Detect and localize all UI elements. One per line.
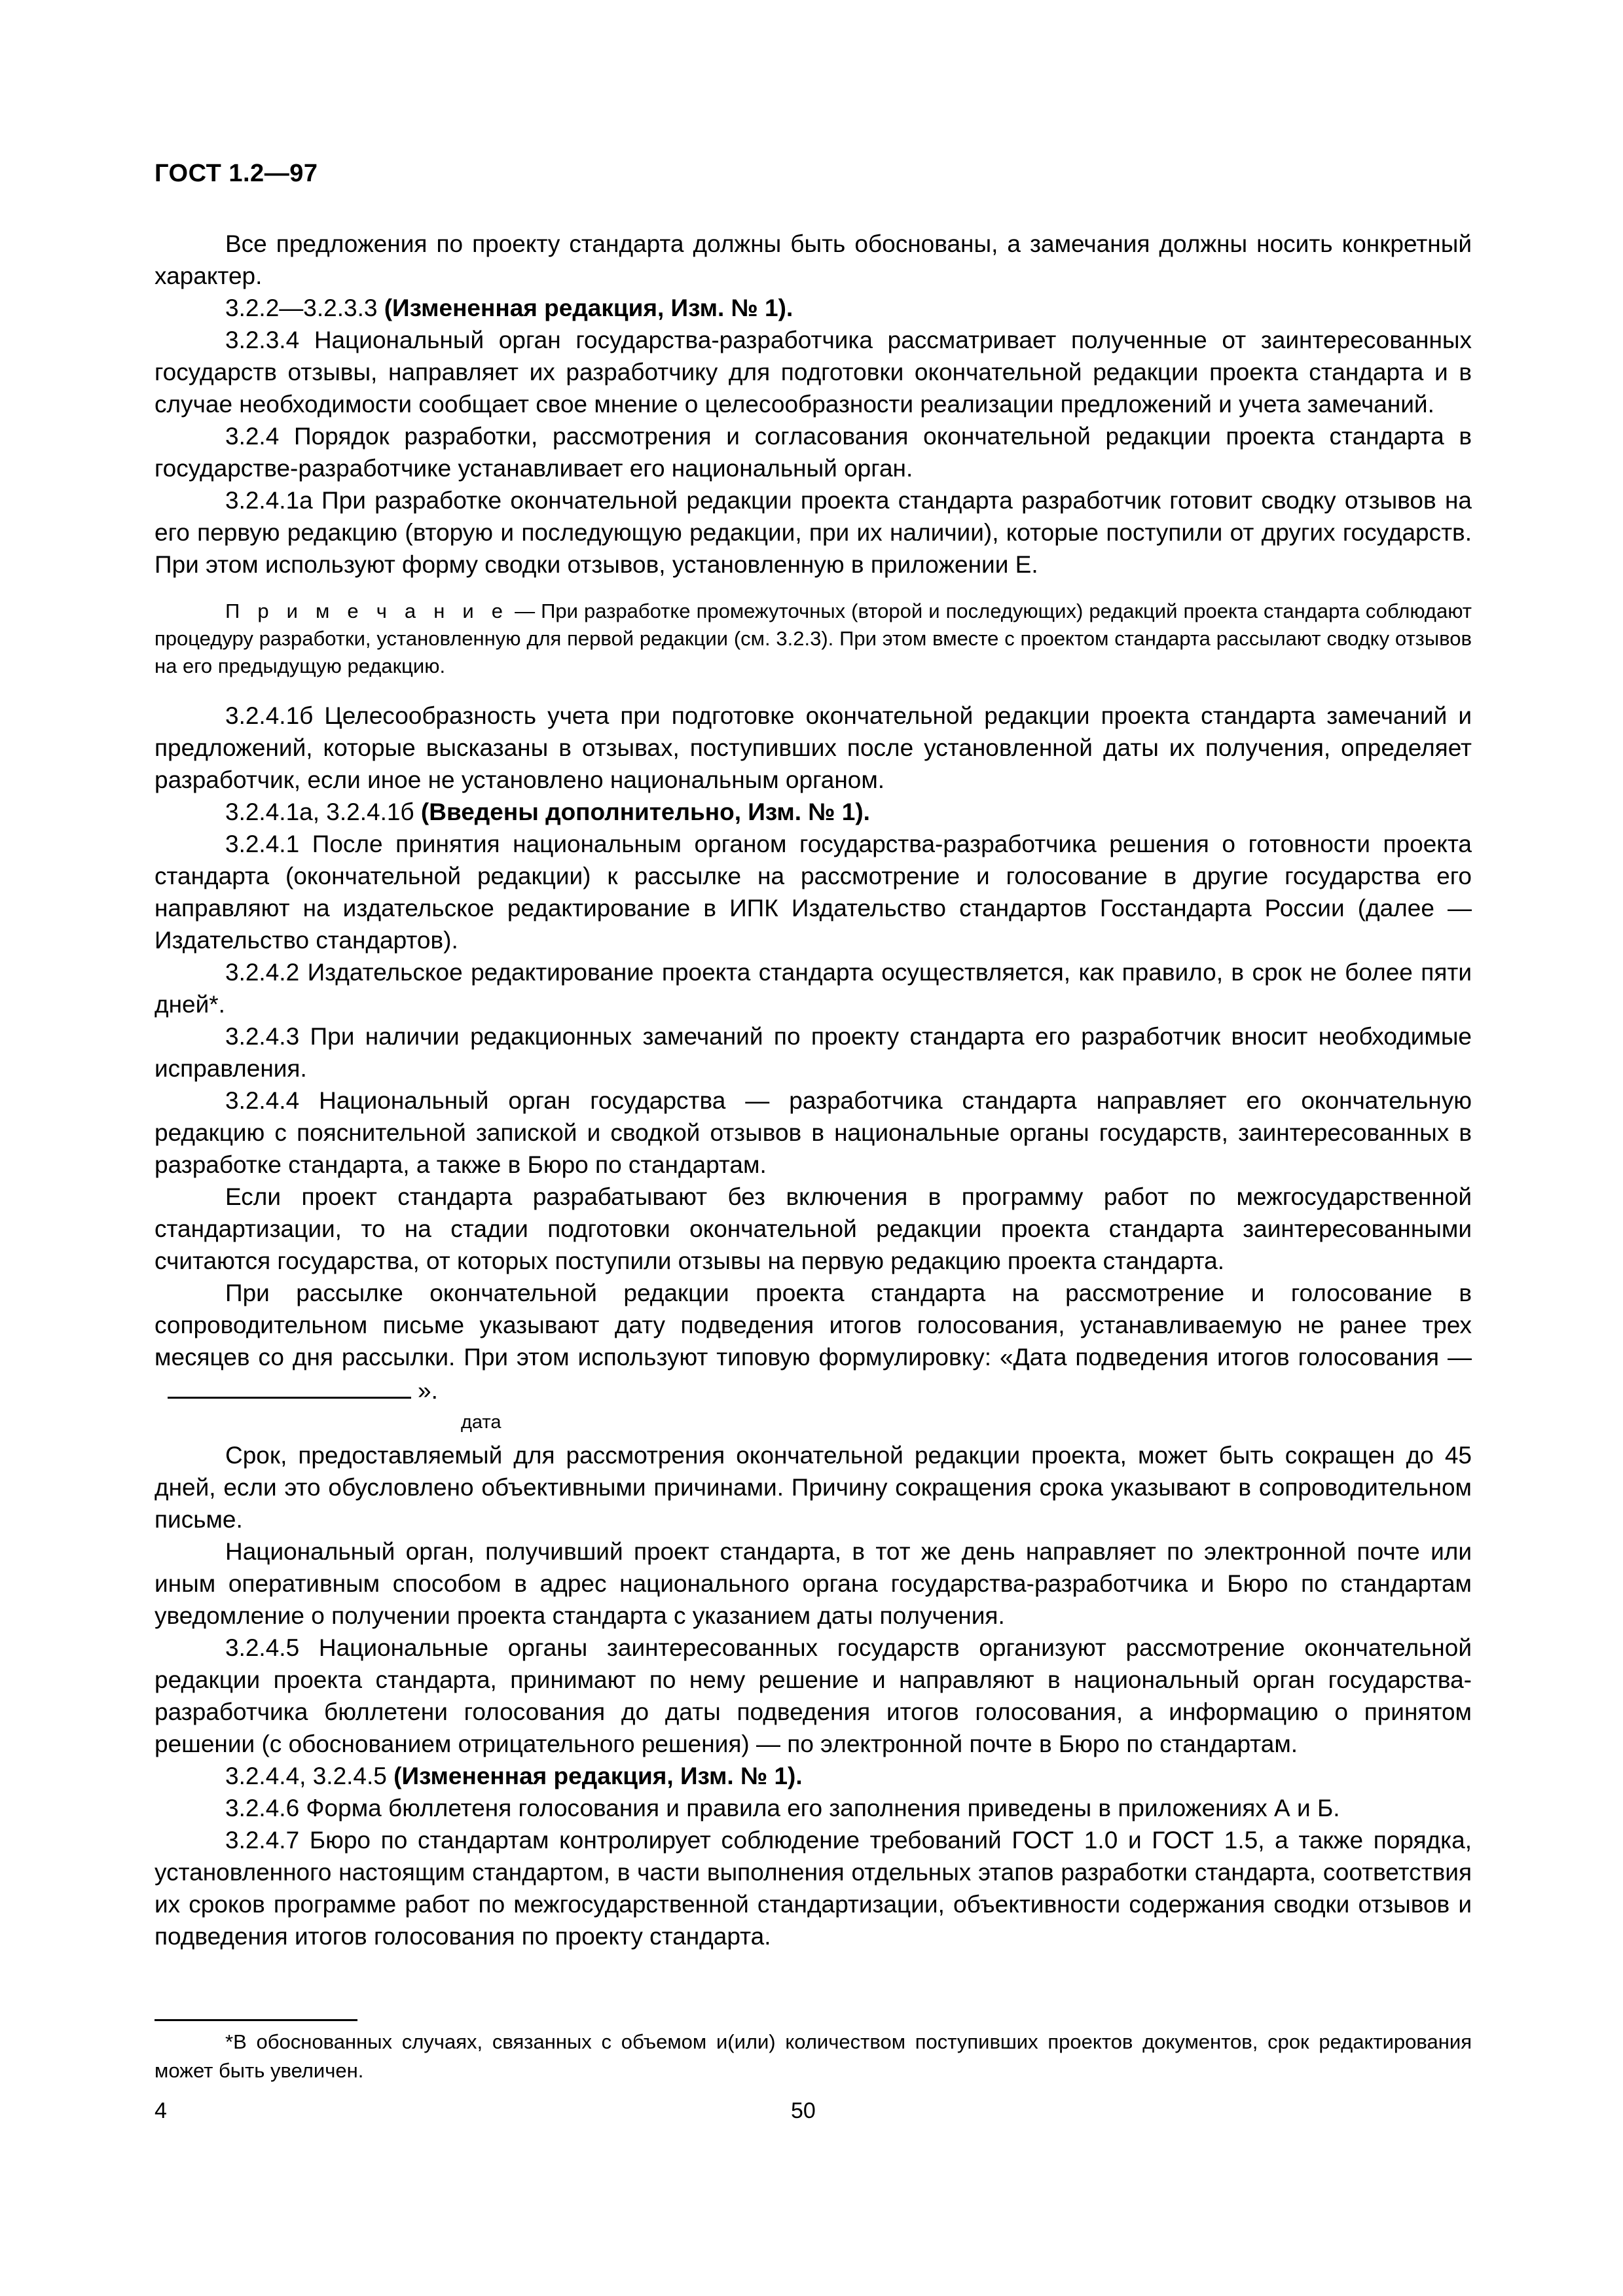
paragraph: 3.2.4.4 Национальный орган государства — разработчика стандарта направляет его окончательную редакцию с пояснительной запиской и сводкой отзывов в национальные органы государств, заинтересованных в разработке стандарта, а также в Бюро по стандартам. (155, 1087, 1472, 1178)
clause-ref: 3.2.4.1а, 3.2.4.1б (225, 798, 421, 825)
paragraph (155, 796, 1472, 828)
paragraph: Срок, предоставляемый для рассмотрения окончательной редакции проекта, может быть сокращен до 45 дней, если это обусловлено объективными причинами. Причину сокращения срока указывают в сопроводительном письме. (155, 1442, 1472, 1533)
note (155, 598, 1472, 680)
footnote: *В обоснованных случаях, связанных с объемом и(или) количеством поступивших проектов документов, срок редактирования может быть увеличен. (155, 2030, 1472, 2082)
note-text: — При разработке промежуточных (второй и последующих) редакций проекта стандарта соблюдают процедуру разработки, установленную для первой редакции (см. 3.2.3). При этом вместе с проектом стандарта рассылают сводку отзывов на его предыдущую редакцию. (155, 600, 1472, 677)
date-blank-caption: дата (461, 1412, 501, 1433)
page-number-center: 50 (791, 2098, 816, 2123)
paragraph: 3.2.4.6 Форма бюллетеня голосования и правила его заполнения приведены в приложениях А и Б. (225, 1795, 1340, 1821)
clause-ref: 3.2.2—3.2.3.3 (225, 295, 384, 321)
clause-ref: 3.2.4.4, 3.2.4.5 (225, 1763, 394, 1789)
document-header: ГОСТ 1.2—97 (155, 160, 318, 187)
date-blank-line (168, 1373, 411, 1399)
paragraph (155, 292, 1472, 324)
voting-paragraph (155, 1277, 1472, 1407)
amendment-mark: (Введены дополнительно, Изм. № 1). (420, 798, 870, 825)
paragraph: 3.2.4 Порядок разработки, рассмотрения и согласования окончательной редакции проекта стандарта в государстве-разработчике устанавливает его национальный орган. (155, 423, 1472, 482)
paragraph: 3.2.4.1а При разработке окончательной редакции проекта стандарта разработчик готовит сводку отзывов на его первую редакцию (вторую и последующую редакции, при их наличии), которые поступили от других государств. При этом используют форму сводки отзывов, установленную в приложении Е. (155, 487, 1472, 578)
voting-closing: ». (418, 1377, 438, 1404)
amendment-mark: (Измененная редакция, Изм. № 1). (384, 295, 793, 321)
paragraph: 3.2.4.1б Целесообразность учета при подготовке окончательной редакции проекта стандарта замечаний и предложений, которые высказаны в отзывах, поступивших после установленной даты их получения, определяет разработчик, если иное не установлено национальным органом. (155, 702, 1472, 793)
paragraph: 3.2.3.4 Национальный орган государства-разработчика рассматривает полученные от заинтересованных государств отзывы, направляет их разработчику для подготовки окончательной редакции проекта стандарта и в случае необходимости сообщает свое мнение о целесообразности реализации предложений и учета замечаний. (155, 327, 1472, 418)
note-label: П р и м е ч а н и е (225, 600, 509, 622)
paragraph (155, 1760, 1472, 1792)
footnote-separator (155, 2019, 357, 2021)
amendment-mark: (Измененная редакция, Изм. № 1). (393, 1763, 803, 1789)
paragraph: Национальный орган, получивший проект стандарта, в тот же день направляет по электронной почте или иным оперативным способом в адрес национального органа государства-разработчика и Бюро по стандартам уведомление о получении проекта стандарта с указанием даты получения. (155, 1538, 1472, 1629)
paragraph: 3.2.4.7 Бюро по стандартам контролирует соблюдение требований ГОСТ 1.0 и ГОСТ 1.5, а также порядка, установленного настоящим стандартом, в части выполнения отдельных этапов разработки стандарта, соответствия их сроков программе работ по межгосударственной стандартизации, объективности содержания сводки отзывов и подведения итогов голосования по проекту стандарта. (155, 1827, 1472, 1950)
paragraph: 3.2.4.3 При наличии редакционных замечаний по проекту стандарта его разработчик вносит необходимые исправления. (155, 1023, 1472, 1082)
paragraph: 3.2.4.2 Издательское редактирование проекта стандарта осуществляется, как правило, в срок не более пяти дней*. (155, 959, 1472, 1018)
document-body (155, 228, 1472, 1952)
page-number-left: 4 (155, 2098, 167, 2123)
paragraph: Если проект стандарта разрабатывают без включения в программу работ по межгосударственной стандартизации, то на стадии подготовки окончательной редакции проекта стандарта заинтересованными считаются государства, от которых поступили отзывы на первую редакцию проекта стандарта. (155, 1183, 1472, 1274)
paragraph: Все предложения по проекту стандарта должны быть обоснованы, а замечания должны носить конкретный характер. (155, 230, 1472, 289)
paragraph: 3.2.4.1 После принятия национальным органом государства-разработчика решения о готовности проекта стандарта (окончательной редакции) к рассылке на рассмотрение и голосование в другие государства его направляют на издательское редактирование в ИПК Издательство стандартов Госстандарта России (далее — Издательство стандартов). (155, 831, 1472, 954)
voting-text: При рассылке окончательной редакции проекта стандарта на рассмотрение и голосование в сопроводительном письме указывают дату подведения итогов голосования, устанавливаемую не ранее трех месяцев со дня рассылки. При этом используют типовую формулировку: «Дата подведения итогов голосования — (155, 1280, 1472, 1371)
paragraph: 3.2.4.5 Национальные органы заинтересованных государств организуют рассмотрение окончательной редакции проекта стандарта, принимают по нему решение и направляют в национальный орган государства-разработчика бюллетени голосования до даты подведения итогов голосования, а информацию о принятом решении (с обоснованием отрицательного решения) — по электронной почте в Бюро по стандартам. (155, 1634, 1472, 1757)
